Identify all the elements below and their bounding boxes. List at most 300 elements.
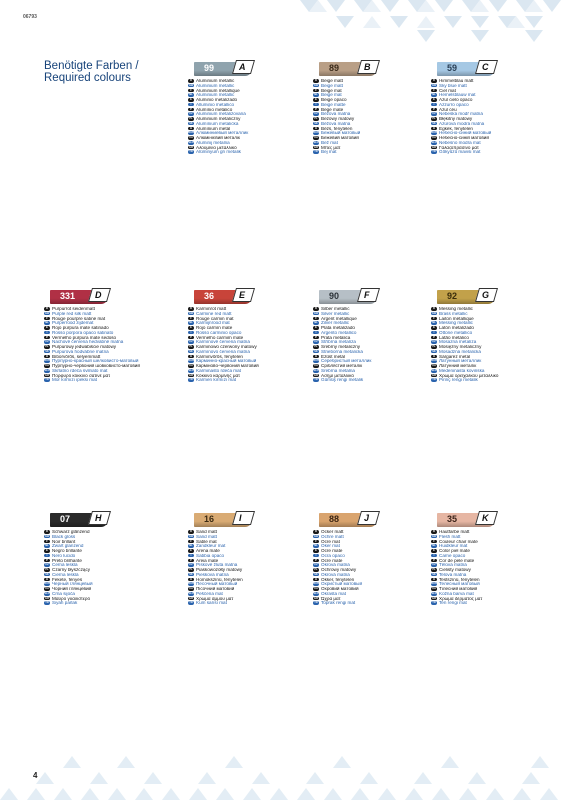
country-code-icon: TR [45, 378, 49, 382]
country-code-icon: PL [432, 568, 436, 572]
colour-name-text: Mosiężny metaliczny [439, 345, 482, 350]
colour-number: 89 [329, 63, 340, 73]
paint-pot-label [319, 288, 387, 306]
colour-name-text: Prata metálica [321, 335, 351, 340]
colour-number: 99 [204, 63, 215, 73]
colour-name-list [188, 79, 316, 155]
country-code-icon: D [188, 307, 194, 311]
country-code-icon: D [44, 307, 50, 311]
colour-name-text: Бежевый матовый [321, 131, 361, 136]
colour-letter: A [239, 62, 246, 72]
country-code-icon: GB [189, 83, 193, 87]
colour-name-text: Aluminij metalna [196, 140, 230, 145]
country-code-icon: E [313, 98, 319, 102]
colour-name-text: Γαλαζοπράσινο ματ [439, 145, 479, 150]
colour-name-text: Латунний металік [439, 364, 477, 369]
country-code-icon: RUS [44, 582, 50, 586]
colour-name-text: Πορφυρό κόκκινο σατινέ ματ [52, 373, 111, 378]
colour-name-text: Pískově žlutá matná [196, 563, 238, 568]
country-code-icon: P [188, 559, 194, 563]
paint-pot-label [437, 60, 505, 78]
colour-letter: D [95, 290, 102, 300]
colour-name-text: Ocre mate [321, 549, 343, 554]
colour-name-text: Schwarz glänzend [52, 530, 90, 535]
colour-name-text: Rosso porpora opaco satinato [52, 330, 114, 335]
colour-name-text: Телесный матовый [439, 582, 480, 587]
colour-name-text: Nero lucido [52, 553, 76, 558]
country-code-icon: GR [45, 596, 49, 600]
country-code-icon: E [431, 98, 437, 102]
country-code-icon: TR [45, 601, 49, 605]
country-code-icon: P [44, 336, 50, 340]
colour-name-text: Karmínovo červená matná [196, 349, 250, 354]
country-code-icon: H [313, 578, 319, 582]
colour-name-list [313, 307, 441, 383]
colour-number: 59 [447, 63, 458, 73]
country-code-icon: PL [45, 345, 49, 349]
colour-name-text: Messing metallic [439, 321, 473, 326]
colour-name-text: Hemelsblauw mat [439, 93, 476, 98]
country-code-icon: GR [314, 596, 318, 600]
colour-letter: F [364, 290, 370, 300]
colour-name-text: Beige matt [321, 79, 343, 84]
colour-block [431, 60, 559, 155]
colour-name-text: Égkék, fénytelen [439, 126, 473, 131]
colour-name-text: Srebrna metalna [321, 368, 355, 373]
paint-pot-label [194, 60, 262, 78]
colour-name-text: Black gloss [52, 534, 76, 539]
colour-name-text: Azúrová modrá matná [439, 121, 485, 126]
country-code-icon: SK [314, 572, 318, 576]
country-code-icon: CZ [432, 563, 436, 567]
country-code-icon: NL [45, 321, 49, 325]
colour-name-text: Черный глянцевый [52, 582, 93, 587]
country-code-icon: UA [314, 587, 318, 591]
paint-pot-label [437, 288, 505, 306]
colour-number: 331 [60, 291, 76, 301]
country-code-icon: H [313, 127, 319, 131]
country-code-icon: E [188, 549, 194, 553]
country-code-icon: GR [189, 596, 193, 600]
country-code-icon: TR [432, 150, 436, 154]
colour-number: 90 [329, 291, 340, 301]
country-code-icon: TR [189, 150, 193, 154]
country-code-icon: F [44, 540, 50, 544]
colour-name-text: Κόκκινο καρμίνης ματ [196, 373, 240, 378]
country-code-icon: SK [189, 349, 193, 353]
colour-number: 36 [204, 291, 215, 301]
country-code-icon: CZ [45, 340, 49, 344]
country-code-icon: SLO [313, 591, 319, 595]
country-code-icon: F [313, 317, 319, 321]
colour-name-text: Hautfarbe matt [439, 530, 470, 535]
country-code-icon: SLO [431, 368, 437, 372]
colour-name-text: Чорний глянцевий [52, 587, 92, 592]
country-code-icon: TR [189, 378, 193, 382]
colour-name-text: Bíborvörös, selyemmatt [52, 354, 101, 359]
country-code-icon: H [188, 127, 194, 131]
country-code-icon: D [313, 307, 319, 311]
colour-name-text: Argento metallico [321, 330, 357, 335]
country-code-icon: NL [314, 544, 318, 548]
country-code-icon: GB [314, 83, 318, 87]
colour-name-text: Karmen kırmızı mat [196, 378, 237, 383]
colour-letter: I [239, 513, 242, 523]
colour-name-text: Kum sarısı mat [196, 601, 227, 606]
country-code-icon: D [313, 530, 319, 534]
country-code-icon: SLO [44, 591, 50, 595]
colour-name-text: Purpurrot seidenmatt [52, 307, 95, 312]
country-code-icon: PL [45, 568, 49, 572]
country-code-icon: H [431, 355, 437, 359]
country-code-icon: F [188, 89, 194, 93]
country-code-icon: F [431, 317, 437, 321]
colour-name-entry [188, 378, 316, 383]
colour-name-entry [431, 378, 559, 383]
colour-number: 88 [329, 514, 340, 524]
country-code-icon: NL [314, 321, 318, 325]
country-code-icon: TR [314, 150, 318, 154]
colour-name-text: Alumínium metál [196, 126, 231, 131]
colour-name-text: Rojo púrpura mate satinado [52, 326, 109, 331]
country-code-icon: TR [189, 601, 193, 605]
country-code-icon: F [44, 317, 50, 321]
colour-name-text: Sky blue matt [439, 83, 467, 88]
country-code-icon: CZ [432, 340, 436, 344]
colour-name-text: Škrlatno rdeča svilnato mat [52, 368, 108, 373]
colour-name-text: Beige mat [321, 93, 342, 98]
country-code-icon: UA [189, 136, 193, 140]
country-code-icon: SK [432, 349, 436, 353]
country-code-icon: F [313, 89, 319, 93]
country-code-icon: NL [432, 544, 436, 548]
colour-name-text: Čierna lesklá [52, 572, 79, 577]
paint-pot-label [50, 511, 118, 529]
colour-name-text: Карміново-червоний матовий [196, 364, 259, 369]
country-code-icon: E [313, 549, 319, 553]
colour-name-text: Sand matt [196, 534, 217, 539]
colour-block [431, 288, 559, 383]
country-code-icon: H [431, 127, 437, 131]
country-code-icon: P [431, 336, 437, 340]
colour-name-text: Karminrot matt [196, 307, 227, 312]
country-code-icon: D [44, 530, 50, 534]
colour-name-text: Purpurowy jedwabiście matowy [52, 345, 117, 350]
colour-name-text: Cielisty matowy [439, 568, 471, 573]
colour-name-entry [431, 150, 559, 155]
country-code-icon: P [431, 559, 437, 563]
colour-name-text: Nebeská modř matná [439, 112, 483, 117]
colour-name-text: Peščena mat [196, 591, 223, 596]
country-code-icon: P [313, 559, 319, 563]
country-code-icon: H [188, 355, 194, 359]
colour-block [313, 288, 441, 383]
colour-name-text: Silber metallic [321, 307, 350, 312]
colour-name-text: Arena mate [196, 549, 220, 554]
colour-number: 07 [60, 514, 71, 524]
country-code-icon: SLO [431, 591, 437, 595]
colour-name-text: Okrová matná [321, 572, 350, 577]
country-code-icon: F [431, 89, 437, 93]
country-code-icon: PL [432, 117, 436, 121]
country-code-icon: SK [45, 572, 49, 576]
colour-name-text: Aluminium metallic [196, 93, 235, 98]
country-code-icon: P [188, 336, 194, 340]
paint-pot-label [319, 511, 387, 529]
country-code-icon: GR [432, 145, 436, 149]
country-code-icon: TR [314, 601, 318, 605]
colour-name-text: Srebrny metaliczny [321, 345, 361, 350]
country-code-icon: H [188, 578, 194, 582]
page-id: 06793 [23, 14, 37, 20]
decorative-header-pattern [0, 0, 565, 58]
colour-name-text: Zwart glanzend [52, 544, 84, 549]
colour-name-text: Stříbrná metalíza [321, 340, 356, 345]
colour-name-text: Piesková matná [196, 572, 229, 577]
country-code-icon: GR [314, 145, 318, 149]
colour-name-text: Ottone metallico [439, 330, 473, 335]
colour-name-text: Błękitny matowy [439, 117, 473, 122]
colour-name-text: Aluminium métallique [196, 88, 240, 93]
triangle-pattern-top [0, 0, 565, 58]
colour-name-text: Небесно-синій матовий [439, 136, 489, 141]
country-code-icon: I [313, 331, 319, 335]
country-code-icon: UA [314, 364, 318, 368]
country-code-icon: GB [189, 534, 193, 538]
country-code-icon: PL [189, 117, 193, 121]
country-code-icon: E [188, 326, 194, 330]
country-code-icon: UA [45, 364, 49, 368]
colour-block [188, 511, 316, 606]
colour-block [188, 288, 316, 383]
colour-name-text: Sable mat [196, 539, 217, 544]
country-code-icon: PL [189, 568, 193, 572]
country-code-icon: CZ [45, 563, 49, 567]
colour-name-text: Rosso carminio opaco [196, 330, 242, 335]
colour-name-text: Песочный матовый [196, 582, 238, 587]
colour-name-text: Ochrowy matowy [321, 568, 357, 573]
colour-name-text: Testszínű, fénytelen [439, 577, 480, 582]
colour-name-text: Homokszínű, fénytelen [196, 577, 243, 582]
colour-name-text: Μπεζ ματ [321, 145, 341, 150]
country-code-icon: E [313, 326, 319, 330]
country-code-icon: CZ [314, 340, 318, 344]
country-code-icon: PL [314, 568, 318, 572]
colour-name-text: Χρώμα δέρματος ματ [439, 596, 483, 601]
page-title [44, 60, 139, 84]
colour-name-text: Mosazná metalíza [439, 340, 477, 345]
country-code-icon: NL [45, 544, 49, 548]
colour-name-text: Beige matte [321, 102, 346, 107]
colour-block [188, 60, 316, 155]
country-code-icon: SLO [313, 140, 319, 144]
country-code-icon: SK [189, 121, 193, 125]
colour-block [431, 511, 559, 606]
country-code-icon: GB [314, 311, 318, 315]
country-code-icon: SK [189, 572, 193, 576]
colour-name-text: Алюминиевый металлик [196, 131, 249, 136]
colour-name-text: Okrová matná [321, 563, 350, 568]
colour-name-text: Messing metallic [439, 307, 473, 312]
colour-name-text: Aluminium metalizovaná [196, 112, 246, 117]
colour-name-text: Ciel mat [439, 88, 456, 93]
colour-name-text: Rojo carmín mate [196, 326, 233, 331]
country-code-icon: CZ [314, 563, 318, 567]
colour-name-text: Noir brillant [52, 539, 76, 544]
country-code-icon: PL [314, 117, 318, 121]
country-code-icon: D [431, 307, 437, 311]
colour-name-entry [44, 378, 172, 383]
country-code-icon: CZ [432, 112, 436, 116]
country-code-icon: RUS [431, 131, 437, 135]
colour-name-text: Bege mate [321, 107, 344, 112]
colour-name-list [313, 530, 441, 606]
colour-name-entry [44, 601, 172, 606]
country-code-icon: SK [314, 121, 318, 125]
colour-name-text: Azzurro opaco [439, 102, 469, 107]
country-code-icon: I [44, 331, 50, 335]
country-code-icon: RUS [313, 582, 319, 586]
country-code-icon: GR [189, 145, 193, 149]
country-code-icon: I [313, 554, 319, 558]
colour-name-list [44, 307, 172, 383]
colour-name-text: Plata metalizado [321, 326, 355, 331]
colour-letter: H [95, 513, 102, 523]
colour-letter: K [482, 513, 489, 523]
country-code-icon: RUS [313, 131, 319, 135]
colour-name-entry [188, 150, 316, 155]
country-code-icon: TR [432, 601, 436, 605]
country-code-icon: PL [189, 345, 193, 349]
country-code-icon: D [188, 79, 194, 83]
country-code-icon: TR [314, 378, 318, 382]
colour-letter: G [482, 290, 490, 300]
country-code-icon: D [431, 530, 437, 534]
colour-name-text: Azul céu [439, 107, 457, 112]
country-code-icon: GR [314, 373, 318, 377]
colour-name-text: Zandkleur mat [196, 544, 226, 549]
paint-pot-label [194, 288, 262, 306]
colour-name-text: Beige opaco [321, 98, 347, 103]
country-code-icon: NL [314, 93, 318, 97]
colour-name-text: Flesh matt [439, 534, 461, 539]
colour-name-text: Nachově červená hedvábně matná [52, 340, 124, 345]
country-code-icon: I [313, 103, 319, 107]
country-code-icon: RUS [188, 131, 194, 135]
colour-name-text: Tělová matná [439, 563, 467, 568]
country-code-icon: F [431, 540, 437, 544]
colour-name-text: Himmelblau matt [439, 79, 474, 84]
colour-name-text: Strieborná metalická [321, 349, 363, 354]
country-code-icon: I [188, 331, 194, 335]
colour-name-list [431, 79, 559, 155]
country-code-icon: CZ [189, 112, 193, 116]
country-code-icon: GR [45, 373, 49, 377]
country-code-icon: I [431, 103, 437, 107]
country-code-icon: GR [189, 373, 193, 377]
colour-name-text: Karminowo czerwony matowy [196, 345, 257, 350]
country-code-icon: SK [45, 349, 49, 353]
colour-name-text: Fekete, fényes [52, 577, 83, 582]
colour-name-text: Aluminium metaliczny [196, 117, 241, 122]
colour-block [44, 511, 172, 606]
country-code-icon: NL [432, 93, 436, 97]
colour-name-text: Mor kırmızı ipeksi mat [52, 378, 97, 383]
country-code-icon: SLO [313, 368, 319, 372]
colour-number: 92 [447, 291, 458, 301]
colour-name-text: Alüminyum gri metalik [196, 150, 241, 155]
colour-name-text: Алюмінієвий металік [196, 136, 240, 141]
country-code-icon: GB [432, 83, 436, 87]
country-code-icon: NL [189, 93, 193, 97]
title-line-english: Required colours [44, 72, 131, 84]
colour-name-text: Czarny błyszczący [52, 568, 91, 573]
colour-name-text: Okrasta mat [321, 591, 347, 596]
country-code-icon: GB [432, 311, 436, 315]
paint-pot-label [319, 60, 387, 78]
country-code-icon: NL [189, 321, 193, 325]
country-code-icon: UA [45, 587, 49, 591]
colour-name-text: Kárminvörös, fénytelen [196, 354, 243, 359]
colour-name-entry [431, 601, 559, 606]
country-code-icon: SLO [188, 140, 194, 144]
colour-name-text: Beige matt [321, 83, 343, 88]
country-code-icon: RUS [313, 359, 319, 363]
country-code-icon: H [44, 355, 50, 359]
colour-name-text: Охровий матовий [321, 587, 359, 592]
colour-name-text: Siyah parlak [52, 601, 78, 606]
colour-name-text: Huidkleur mat [439, 544, 468, 549]
colour-name-text: Χρώμα ορείχαλκου μεταλλικό [439, 373, 499, 378]
colour-name-text: Латунный металлик [439, 359, 482, 364]
country-code-icon: GB [432, 534, 436, 538]
country-code-icon: E [431, 549, 437, 553]
paint-pot-label [194, 511, 262, 529]
colour-name-text: Areia mate [196, 558, 219, 563]
colour-name-text: Пурпурно-красный шелковисто-матовый [52, 359, 139, 364]
colour-name-text: Sand matt [196, 530, 217, 535]
colour-name-list [44, 530, 172, 606]
letter-badge-icon [232, 511, 255, 525]
colour-name-text: Карминно-красный матовый [196, 359, 257, 364]
colour-name-text: Zilver metallic [321, 321, 350, 326]
colour-name-text: Пісочний матовий [196, 587, 235, 592]
country-code-icon: P [44, 559, 50, 563]
colour-name-text: Preto brilhante [52, 558, 82, 563]
country-code-icon: GB [189, 311, 193, 315]
colour-name-list [431, 307, 559, 383]
country-code-icon: I [188, 103, 194, 107]
country-code-icon: NL [189, 544, 193, 548]
country-code-icon: SK [432, 572, 436, 576]
country-code-icon: RUS [431, 582, 437, 586]
country-code-icon: D [188, 530, 194, 534]
colour-name-text: Okker, fénytelen [321, 577, 355, 582]
country-code-icon: SK [432, 121, 436, 125]
country-code-icon: H [313, 355, 319, 359]
country-code-icon: RUS [188, 582, 194, 586]
country-code-icon: SLO [188, 368, 194, 372]
colour-name-text: Latão metálico [439, 335, 469, 340]
paint-pot-label [50, 288, 118, 306]
colour-name-text: Bézs, fénytelen [321, 126, 353, 131]
country-code-icon: RUS [431, 359, 437, 363]
colour-name-text: Purperrood zijdemat [52, 321, 94, 326]
colour-name-text: Azul cielo opaco [439, 98, 473, 103]
country-code-icon: SLO [44, 368, 50, 372]
country-code-icon: PL [432, 345, 436, 349]
country-code-icon: P [313, 336, 319, 340]
